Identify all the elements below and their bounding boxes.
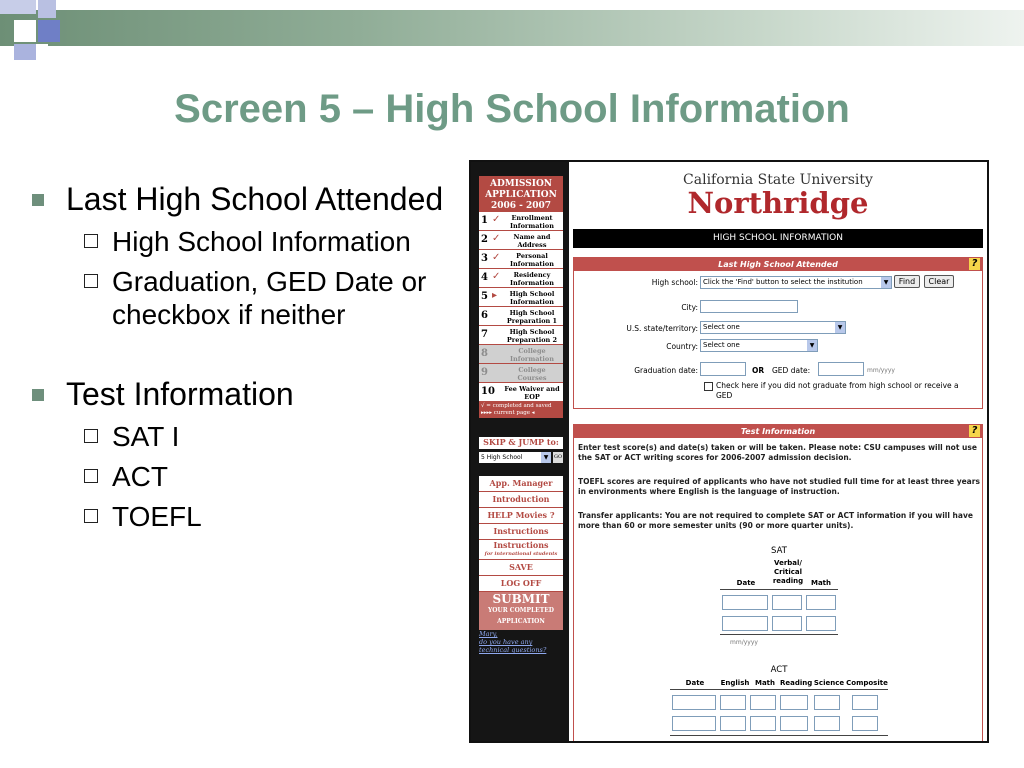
- panel-title: Last High School Attended: [718, 260, 838, 269]
- sat-col-date: Date: [736, 579, 756, 587]
- no-graduation-checkbox[interactable]: [704, 382, 713, 391]
- submit-button[interactable]: [479, 592, 563, 630]
- application-sidebar: [471, 162, 569, 743]
- app-title-line: 2006 - 2007: [490, 201, 552, 211]
- hollow-square-bullet-icon: [84, 234, 98, 248]
- decor-square: [38, 20, 60, 42]
- decor-square: [14, 44, 36, 60]
- graduation-date-label: Graduation date:: [634, 366, 698, 375]
- ged-date-label: GED date:: [772, 366, 811, 375]
- toefl-note-paragraph: TOEFL scores are required of applicants who have not studied full time for at least three years in environments where English is the language of instruction.: [578, 477, 980, 496]
- act-col-reading: Reading: [780, 679, 813, 687]
- university-name-logo: Northridge: [687, 186, 869, 220]
- application-main: [569, 162, 987, 743]
- step-label: Personal Information: [510, 252, 554, 268]
- decor-square: [14, 20, 36, 42]
- graduation-date-input[interactable]: [700, 362, 746, 376]
- chevron-down-icon: ▼: [881, 277, 891, 288]
- high-school-select[interactable]: [700, 276, 892, 289]
- step-label: Enrollment Information: [510, 214, 554, 230]
- help-icon[interactable]: ?: [969, 425, 980, 437]
- sat-col-math: Math: [810, 579, 832, 587]
- date-format-hint: mm/yyyy: [867, 367, 895, 374]
- step-label: Fee Waiver and EOP: [504, 385, 560, 401]
- sub-bullet-item: [30, 420, 470, 453]
- hollow-square-bullet-icon: [84, 509, 98, 523]
- step-number: 9: [481, 367, 488, 378]
- bullet-group: [30, 180, 470, 331]
- skip-jump-label: SKIP & JUMP to:: [479, 437, 563, 449]
- app-manager-button[interactable]: App. Manager: [479, 476, 563, 492]
- act-col-science: Science: [813, 679, 845, 687]
- step-item-residency[interactable]: [479, 269, 563, 288]
- instructions-button[interactable]: Instructions: [479, 524, 563, 540]
- sat-verbal-input[interactable]: [772, 595, 802, 610]
- step-label: Name and Address: [513, 233, 551, 249]
- save-button[interactable]: SAVE: [479, 560, 563, 576]
- log-off-button[interactable]: LOG OFF: [479, 576, 563, 592]
- last-high-school-panel: [573, 257, 983, 409]
- sub-bullet-item: [30, 225, 470, 258]
- app-title-line: APPLICATION: [485, 190, 557, 200]
- find-button[interactable]: Find: [894, 275, 920, 288]
- sat-title: SAT: [771, 546, 787, 556]
- act-english-input[interactable]: [720, 695, 746, 710]
- state-select[interactable]: [700, 321, 846, 334]
- act-col-composite: Composite: [846, 679, 888, 687]
- step-number: 3: [481, 253, 488, 264]
- link-line: Mary,: [479, 630, 498, 638]
- step-number: 7: [481, 329, 488, 340]
- bullet-text: Last High School Attended: [66, 181, 444, 217]
- hollow-square-bullet-icon: [84, 469, 98, 483]
- sub-bullet-text: SAT I: [112, 421, 180, 452]
- step-item-college-courses: [479, 364, 563, 383]
- step-number: 5: [481, 291, 488, 302]
- bullet-item: [30, 180, 470, 218]
- current-page-icon: ▸: [492, 290, 498, 301]
- bullet-list: [30, 180, 470, 533]
- panel-title: Test Information: [740, 427, 816, 436]
- sat-math-input[interactable]: [806, 595, 836, 610]
- chevron-down-icon: ▼: [541, 452, 551, 463]
- test-instructions-paragraph: Enter test score(s) and date(s) taken or will be taken. Please note: CSU campuses will not use the SAT or ACT writing scores for 2006-2007 admission decision.: [578, 443, 977, 462]
- hollow-square-bullet-icon: [84, 429, 98, 443]
- slide-title: Screen 5 – High School Information: [174, 87, 850, 131]
- no-graduation-checkbox-label: Check here if you did not graduate from high school or receive a GED: [716, 381, 959, 400]
- act-date-input[interactable]: [672, 695, 716, 710]
- nav-button-list: [479, 476, 563, 630]
- clear-button[interactable]: Clear: [924, 275, 954, 288]
- select-value: Select one: [703, 323, 740, 331]
- act-col-date: Date: [685, 679, 705, 687]
- skip-jump-select[interactable]: [479, 452, 551, 463]
- university-name-small: California State University: [683, 172, 873, 188]
- sub-bullet-item: [30, 460, 470, 493]
- sat-math-input[interactable]: [806, 616, 836, 631]
- sat-date-input[interactable]: [722, 616, 768, 631]
- step-number: 6: [481, 310, 488, 321]
- button-label: SUBMIT: [492, 592, 550, 606]
- step-item-college-info: [479, 345, 563, 364]
- act-title: ACT: [770, 665, 788, 675]
- step-item-name-address[interactable]: [479, 231, 563, 250]
- button-label: Instructions: [493, 540, 549, 550]
- help-movies-button[interactable]: HELP Movies ?: [479, 508, 563, 524]
- chevron-down-icon: ▼: [807, 340, 817, 351]
- sub-bullet-text: TOEFL: [112, 501, 202, 532]
- step-label: College Courses: [517, 366, 547, 382]
- decor-square: [38, 0, 56, 18]
- step-number: 4: [481, 272, 488, 283]
- act-composite-input[interactable]: [852, 695, 878, 710]
- step-label: High School Preparation 2: [506, 328, 558, 344]
- hollow-square-bullet-icon: [84, 274, 98, 288]
- country-label: Country:: [666, 342, 698, 351]
- check-icon: ✓: [492, 252, 501, 263]
- sub-bullet-text: High School Information: [112, 226, 411, 257]
- sub-bullet-item: [30, 265, 470, 331]
- sub-bullet-item: [30, 500, 470, 533]
- sat-verbal-input[interactable]: [772, 616, 802, 631]
- act-english-input[interactable]: [720, 716, 746, 731]
- act-composite-input[interactable]: [852, 716, 878, 731]
- bullet-group: [30, 375, 470, 533]
- step-item-hs-prep-2[interactable]: [479, 326, 563, 345]
- act-date-input[interactable]: [672, 716, 716, 731]
- act-col-english: English: [720, 679, 750, 687]
- sat-date-input[interactable]: [722, 595, 768, 610]
- link-line: do you have any: [479, 638, 533, 646]
- step-label: Residency Information: [510, 271, 554, 287]
- link-line: technical questions?: [479, 646, 547, 654]
- step-item-hs-prep-1[interactable]: [479, 307, 563, 326]
- button-sublabel: YOUR COMPLETED: [487, 607, 554, 614]
- section-title-bar: HIGH SCHOOL INFORMATION: [573, 229, 983, 248]
- instructions-international-button[interactable]: [479, 540, 563, 560]
- introduction-button[interactable]: Introduction: [479, 492, 563, 508]
- transfer-note-paragraph: Transfer applicants: You are not required to complete SAT or ACT information if you will have more than 60 or more semester units (90 or more quarter units).: [578, 511, 973, 530]
- technical-questions-link[interactable]: [479, 630, 563, 654]
- act-reading-input[interactable]: [780, 716, 808, 731]
- button-sublabel: APPLICATION: [497, 618, 545, 625]
- help-icon[interactable]: ?: [969, 258, 980, 270]
- country-select[interactable]: [700, 339, 818, 352]
- step-item-fee-waiver[interactable]: [479, 383, 563, 402]
- step-item-personal[interactable]: [479, 250, 563, 269]
- chevron-down-icon: ▼: [835, 322, 845, 333]
- app-title-line: ADMISSION: [489, 179, 553, 189]
- sat-col-verbal: Verbal/ Critical reading: [772, 559, 804, 585]
- step-item-enrollment[interactable]: [479, 212, 563, 231]
- ged-date-input[interactable]: [818, 362, 864, 376]
- step-number: 1: [481, 215, 488, 226]
- date-format-hint: mm/yyyy: [730, 639, 758, 646]
- header-accent-bar: [0, 10, 1024, 46]
- step-list: [479, 212, 563, 402]
- decor-square: [0, 0, 36, 14]
- step-number: 8: [481, 348, 488, 359]
- bullet-text: Test Information: [66, 376, 294, 412]
- select-value: Select one: [703, 341, 740, 349]
- application-screenshot: [469, 160, 989, 743]
- decor-square: [62, 0, 76, 10]
- sub-bullet-text: Graduation, GED Date or checkbox if neither: [112, 266, 427, 330]
- state-label: U.S. state/territory:: [626, 324, 698, 333]
- act-science-input[interactable]: [814, 695, 840, 710]
- check-icon: ✓: [492, 214, 501, 225]
- decor-square: [36, 44, 48, 58]
- square-bullet-icon: [32, 194, 44, 206]
- check-icon: ✓: [492, 233, 501, 244]
- panel-header: [574, 258, 982, 271]
- button-sublabel: for international students: [484, 551, 558, 557]
- city-label: City:: [681, 303, 698, 312]
- panel-header: [574, 425, 982, 438]
- square-bullet-icon: [32, 389, 44, 401]
- act-math-input[interactable]: [750, 695, 776, 710]
- sub-bullet-text: ACT: [112, 461, 168, 492]
- step-label: High School Information: [509, 290, 555, 306]
- step-number: 2: [481, 234, 488, 245]
- step-label: High School Preparation 1: [506, 309, 558, 325]
- act-col-math: Math: [754, 679, 776, 687]
- step-number: 10: [481, 386, 495, 397]
- act-reading-input[interactable]: [780, 695, 808, 710]
- step-item-high-school[interactable]: [479, 288, 563, 307]
- act-science-input[interactable]: [814, 716, 840, 731]
- select-value: Click the 'Find' button to select the institution: [703, 278, 863, 286]
- go-button[interactable]: GO: [553, 452, 563, 463]
- act-math-input[interactable]: [750, 716, 776, 731]
- test-information-panel: [573, 424, 983, 743]
- high-school-label: High school:: [651, 278, 698, 287]
- step-label: College Information: [510, 347, 554, 363]
- check-icon: ✓: [492, 271, 501, 282]
- or-label: OR: [752, 366, 765, 375]
- step-legend: √ = completed and saved ▸▸▸▸ current page ◂: [479, 402, 563, 418]
- city-input[interactable]: [700, 300, 798, 313]
- bullet-item: [30, 375, 470, 413]
- skip-jump-value: 5 High School: [481, 454, 523, 461]
